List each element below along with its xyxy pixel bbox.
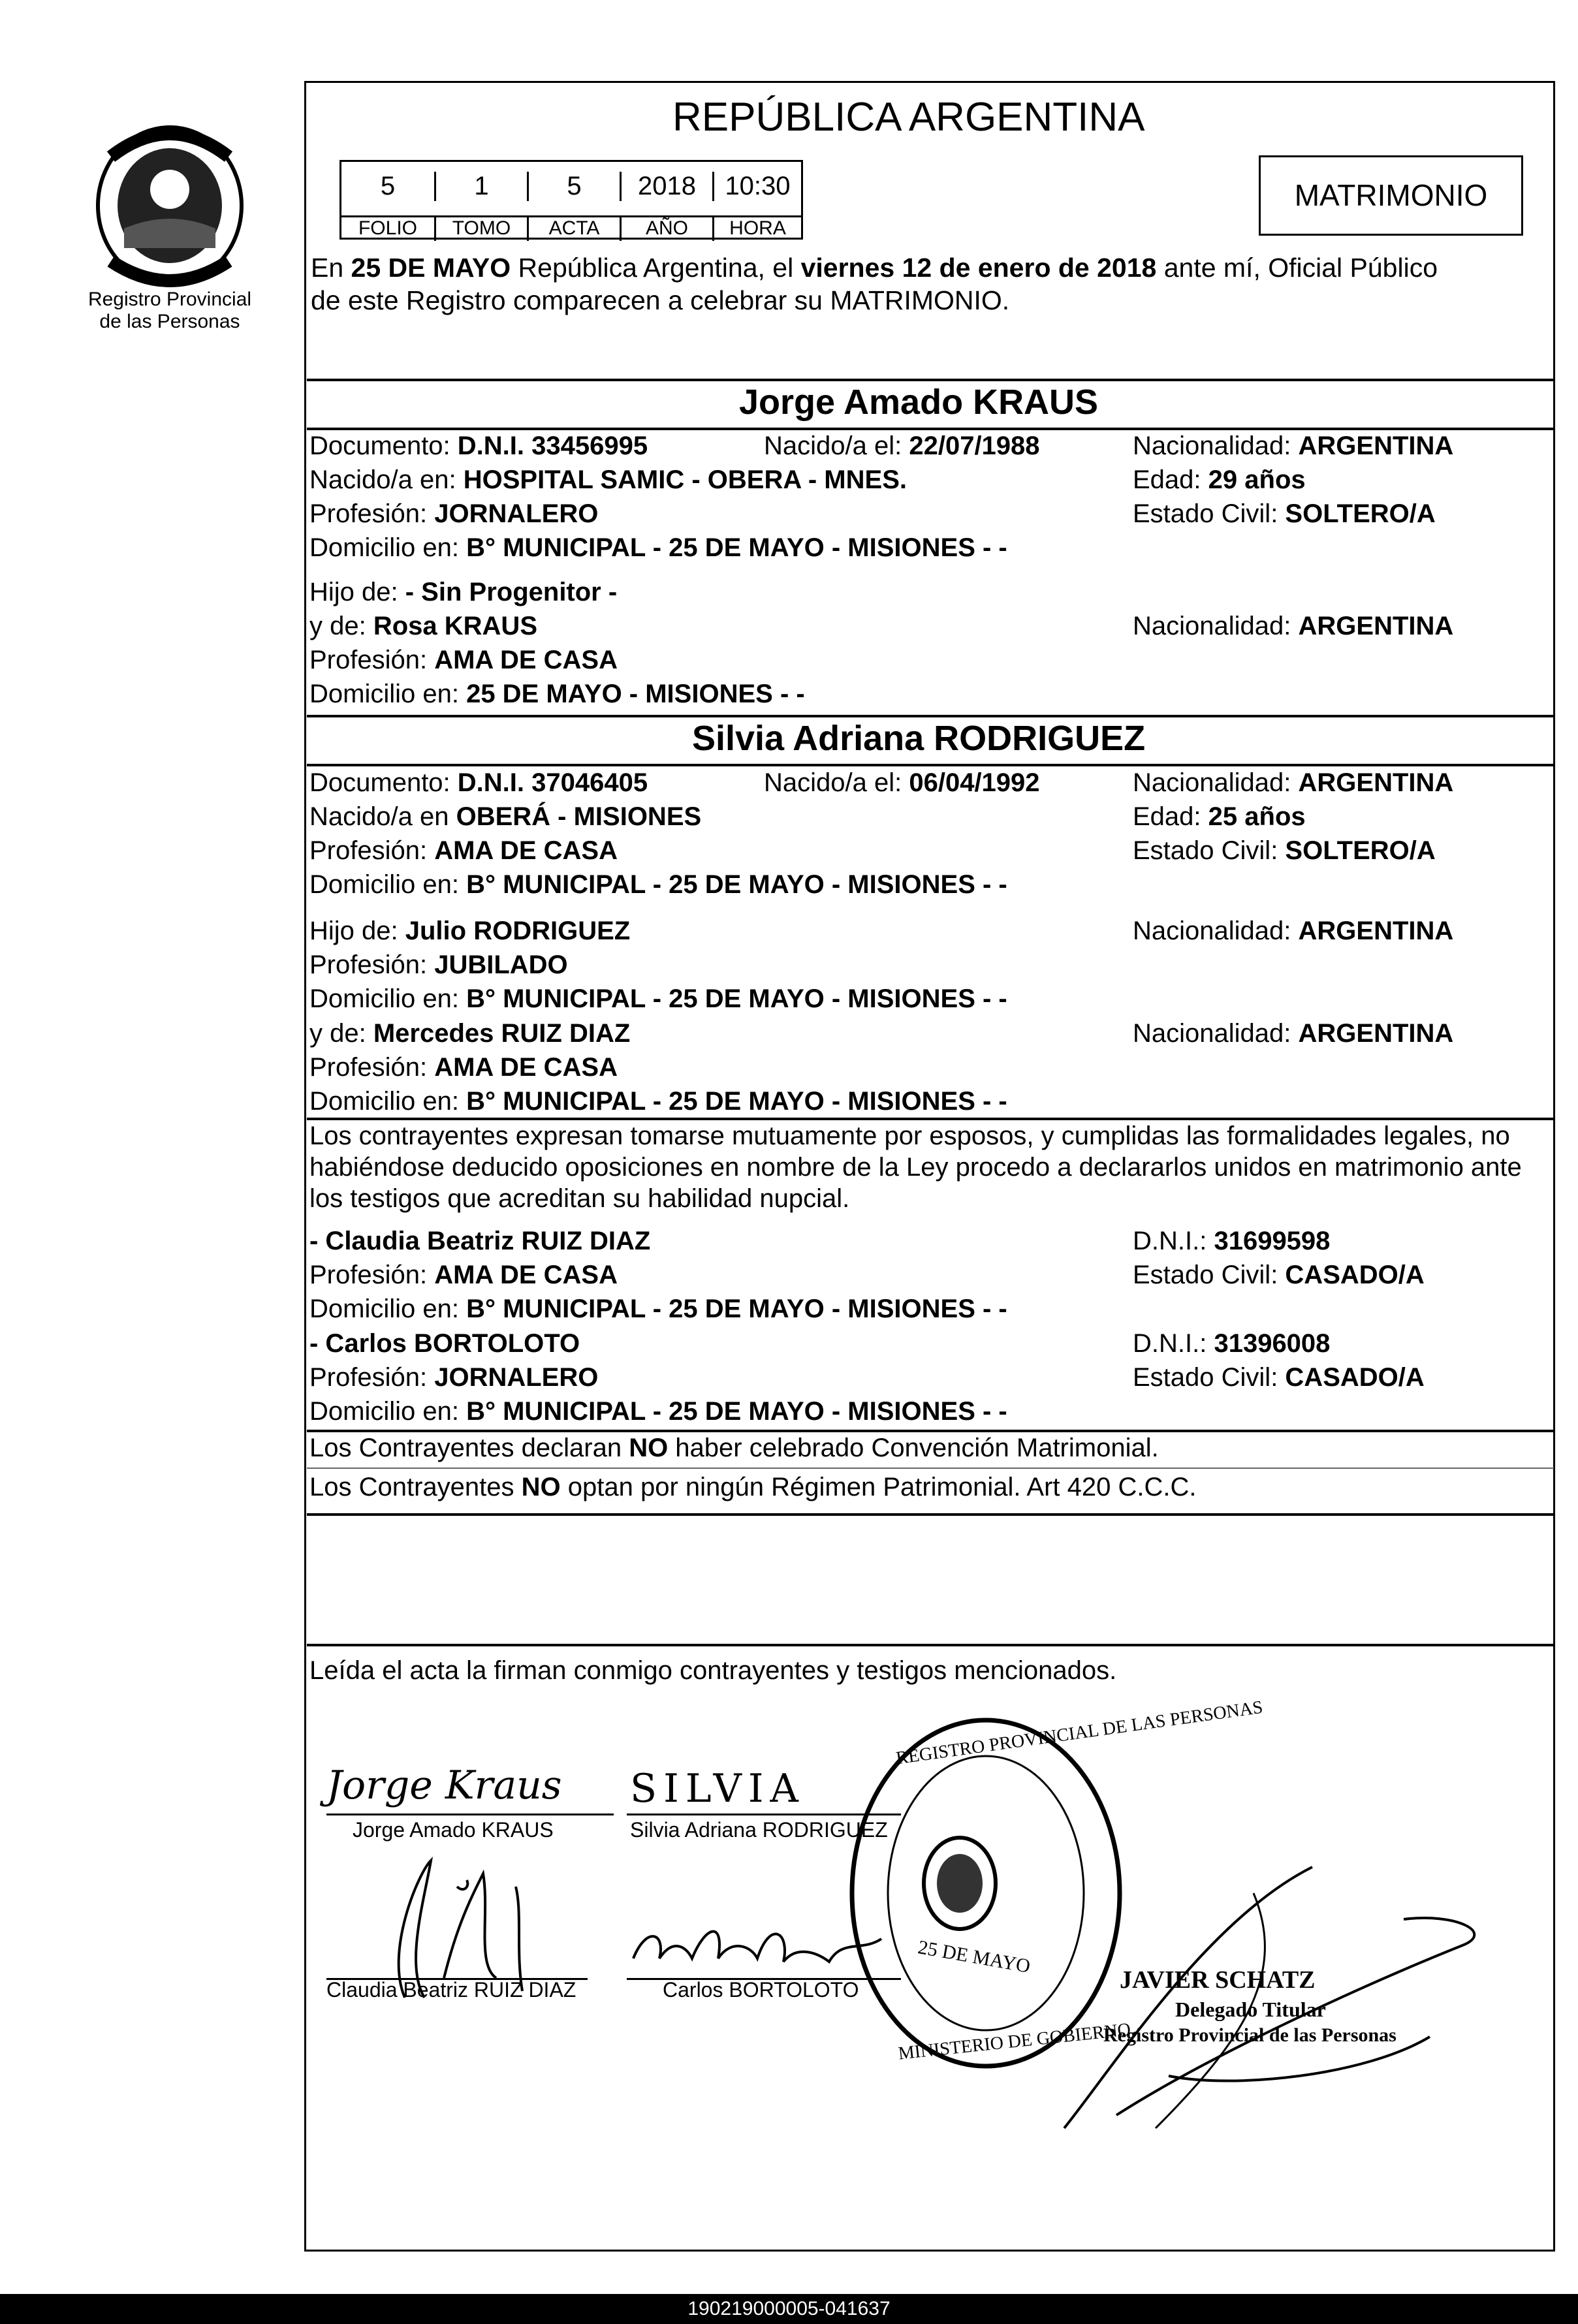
declaration-line-3: los testigos que acreditan su habilidad nupcial. xyxy=(309,1184,850,1213)
bride-signature: SILVIA xyxy=(630,1766,805,1812)
stamp-outer-text: REGISTRO PROVINCIAL DE LAS PERSONAS xyxy=(894,1697,1265,1769)
year-label: AÑO xyxy=(620,216,712,241)
acta-label: ACTA xyxy=(527,216,620,241)
bride-father: Hijo de: Julio RODRIGUEZ xyxy=(309,917,631,945)
groom-civil-status: Estado Civil: SOLTERO/A xyxy=(1133,499,1436,528)
record-type-box: MATRIMONIO xyxy=(1259,155,1523,236)
divider xyxy=(307,1118,1554,1120)
folio-value: 5 xyxy=(380,172,396,200)
groom-signature: Jorge Kraus xyxy=(326,1763,562,1808)
bride-birthplace: Nacido/a en OBERÁ - MISIONES xyxy=(309,802,702,831)
divider xyxy=(307,764,1554,766)
groom-profession: Profesión: JORNALERO xyxy=(309,499,599,528)
registry-name: Registro Provincial de las Personas xyxy=(87,289,252,332)
groom-mother-address: Domicilio en: 25 DE MAYO - MISIONES - - xyxy=(309,680,805,708)
witness-2-profession: Profesión: JORNALERO xyxy=(309,1363,599,1392)
folio-label: FOLIO xyxy=(358,217,417,239)
year-value: 2018 xyxy=(620,172,712,201)
stamp-bottom-text: MINISTERIO DE GOBIERNO xyxy=(897,2019,1132,2064)
convention-line-1: Los Contrayentes declaran NO haber celebrado Convención Matrimonial. xyxy=(309,1434,1159,1462)
bride-civil-status: Estado Civil: SOLTERO/A xyxy=(1133,836,1436,865)
witness-2-civil-status: Estado Civil: CASADO/A xyxy=(1133,1363,1425,1392)
officer-name: JAVIER SCHATZ xyxy=(1120,1966,1316,1994)
groom-born: Nacido/a el: 22/07/1988 xyxy=(764,432,1040,460)
bride-signature-caption: Silvia Adriana RODRIGUEZ xyxy=(630,1818,888,1842)
bride-address: Domicilio en: B° MUNICIPAL - 25 DE MAYO - MISIONES - - xyxy=(309,870,1007,899)
divider xyxy=(307,428,1554,430)
witness-1-profession: Profesión: AMA DE CASA xyxy=(309,1261,618,1289)
witness-1-signature-caption: Claudia Beatriz RUIZ DIAZ xyxy=(326,1978,576,2002)
bride-name: Silvia Adriana RODRIGUEZ xyxy=(692,719,1146,758)
witness-2-signature-caption: Carlos BORTOLOTO xyxy=(663,1978,859,2002)
witness-1-address: Domicilio en: B° MUNICIPAL - 25 DE MAYO - MISIONES - - xyxy=(309,1295,1007,1323)
tomo-label: TOMO xyxy=(434,216,527,241)
divider xyxy=(307,1430,1554,1432)
witness-1-civil-status: Estado Civil: CASADO/A xyxy=(1133,1261,1425,1289)
bride-mother: y de: Mercedes RUIZ DIAZ xyxy=(309,1019,631,1048)
registry-logo xyxy=(85,118,255,287)
document-code: 190219000005-041637 xyxy=(687,2298,891,2319)
groom-name: Jorge Amado KRAUS xyxy=(739,383,1099,422)
bride-age: Edad: 25 años xyxy=(1133,802,1306,831)
groom-nationality: Nacionalidad: ARGENTINA xyxy=(1133,432,1454,460)
stamp-center-text: 25 DE MAYO xyxy=(916,1936,1032,1977)
bride-mother-profession: Profesión: AMA DE CASA xyxy=(309,1053,618,1082)
bride-father-address: Domicilio en: B° MUNICIPAL - 25 DE MAYO - MISIONES - - xyxy=(309,984,1007,1013)
footer-bar xyxy=(0,2294,1578,2324)
bride-mother-nationality: Nacionalidad: ARGENTINA xyxy=(1133,1019,1454,1048)
witness-1-name: - Claudia Beatriz RUIZ DIAZ xyxy=(309,1227,651,1255)
declaration-line-1: Los contrayentes expresan tomarse mutuamente por esposos, y cumplidas las formalidades legales, no xyxy=(309,1122,1510,1150)
declaration-line-2: habiéndose deducido oposiciones en nombre de la Ley procedo a declararlos unidos en matrimonio ante xyxy=(309,1153,1522,1182)
province-seal-icon xyxy=(85,118,255,287)
divider xyxy=(307,1644,1554,1646)
convention-line-2: Los Contrayentes NO optan por ningún Régimen Patrimonial. Art 420 C.C.C. xyxy=(309,1473,1197,1501)
record-fields-table xyxy=(339,160,803,240)
groom-mother-nationality: Nacionalidad: ARGENTINA xyxy=(1133,612,1454,640)
bride-father-profession: Profesión: JUBILADO xyxy=(309,950,568,979)
bride-mother-address: Domicilio en: B° MUNICIPAL - 25 DE MAYO - MISIONES - - xyxy=(309,1087,1007,1116)
witness-2-address: Domicilio en: B° MUNICIPAL - 25 DE MAYO - MISIONES - - xyxy=(309,1397,1007,1426)
officer-organization: Registro Provincial de las Personas xyxy=(1103,2024,1397,2046)
bride-father-nationality: Nacionalidad: ARGENTINA xyxy=(1133,917,1454,945)
intro-line-2: de este Registro comparecen a celebrar su MATRIMONIO. xyxy=(311,285,1010,315)
tomo-value: 1 xyxy=(434,172,527,201)
hour-value: 10:30 xyxy=(712,172,801,201)
bride-doc: Documento: D.N.I. 37046405 xyxy=(309,768,648,797)
acta-value: 5 xyxy=(527,172,620,201)
groom-birthplace: Nacido/a en: HOSPITAL SAMIC - OBERA - MNES. xyxy=(309,465,907,494)
witness-2-dni: D.N.I.: 31396008 xyxy=(1133,1329,1331,1358)
groom-mother-profession: Profesión: AMA DE CASA xyxy=(309,646,618,674)
groom-father: Hijo de: - Sin Progenitor - xyxy=(309,578,618,606)
groom-address: Domicilio en: B° MUNICIPAL - 25 DE MAYO - MISIONES - - xyxy=(309,533,1007,562)
closing-text: Leída el acta la firman conmigo contrayentes y testigos mencionados. xyxy=(309,1656,1117,1685)
page-title: REPÚBLICA ARGENTINA xyxy=(672,95,1145,140)
signature-line xyxy=(326,1814,614,1815)
bride-profession: Profesión: AMA DE CASA xyxy=(309,836,618,865)
divider xyxy=(307,379,1554,381)
divider xyxy=(307,715,1554,717)
intro-line-1: En 25 DE MAYO República Argentina, el viernes 12 de enero de 2018 ante mí, Oficial Público xyxy=(311,253,1438,283)
divider xyxy=(307,1468,1554,1469)
divider xyxy=(307,1513,1554,1516)
groom-doc: Documento: D.N.I. 33456995 xyxy=(309,432,648,460)
groom-age: Edad: 29 años xyxy=(1133,465,1306,494)
hour-label: HORA xyxy=(712,216,801,241)
witness-2-name: - Carlos BORTOLOTO xyxy=(309,1329,580,1358)
witness-1-dni: D.N.I.: 31699598 xyxy=(1133,1227,1331,1255)
groom-mother: y de: Rosa KRAUS xyxy=(309,612,537,640)
officer-title: Delegado Titular xyxy=(1175,1998,1326,2021)
bride-born: Nacido/a el: 06/04/1992 xyxy=(764,768,1040,797)
groom-signature-caption: Jorge Amado KRAUS xyxy=(353,1818,554,1842)
bride-nationality: Nacionalidad: ARGENTINA xyxy=(1133,768,1454,797)
